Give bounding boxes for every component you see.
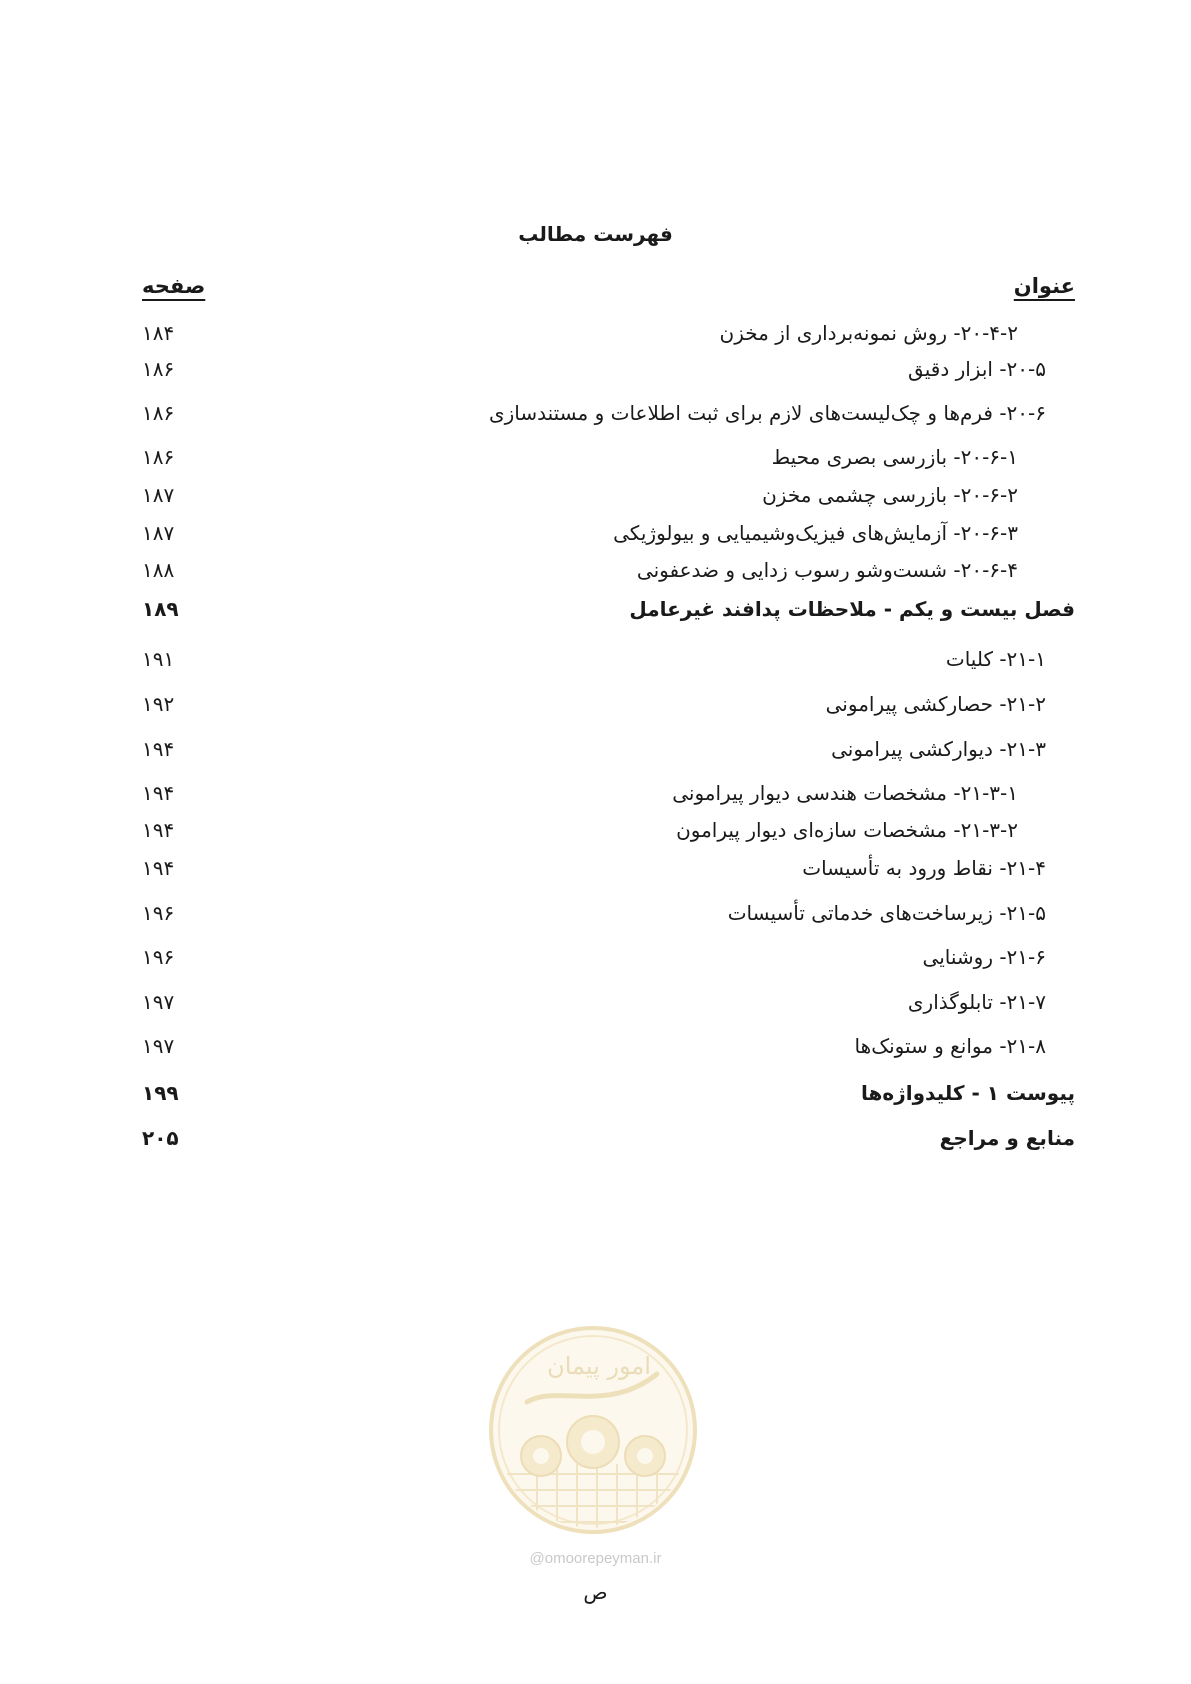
toc-entry	[0, 354, 1191, 386]
toc-entry	[0, 815, 1191, 847]
toc-entry-page: ۱۹۶	[142, 945, 175, 969]
toc-entry-title: ۲۱-۱- کلیات	[945, 647, 1046, 671]
toc-entry-page: ۱۹۷	[142, 1034, 175, 1058]
toc-entry-title: ۲۰-۶-۱- بازرسی بصری محیط	[771, 445, 1018, 469]
toc-entry	[0, 644, 1191, 676]
toc-entry	[0, 318, 1191, 350]
toc-entry	[0, 987, 1191, 1019]
toc-entry-title: ۲۰-۶- فرم‌ها و چک‌لیست‌های لازم برای ثبت اطلاعات و مستندسازی	[488, 401, 1046, 425]
toc-entry-title: پیوست ۱ - کلیدواژه‌ها	[861, 1081, 1075, 1105]
toc-entry-page: ۱۸۷	[142, 483, 175, 507]
toc-entry	[0, 778, 1191, 810]
toc-entry-page: ۱۹۴	[142, 856, 175, 880]
toc-header	[0, 274, 1191, 308]
toc-entry-page: ۱۸۴	[142, 321, 175, 345]
toc-entry-title: ۲۱-۸- موانع و ستونک‌ها	[854, 1034, 1046, 1058]
toc-chapter-entry	[0, 1123, 1191, 1155]
toc-entry-page: ۱۹۷	[142, 990, 175, 1014]
toc-entry	[0, 898, 1191, 930]
toc-entry-page: ۱۹۱	[142, 647, 175, 671]
toc-entry-page: ۱۸۶	[142, 401, 175, 425]
toc-entry-title: ۲۰-۶-۳- آزمایش‌های فیزیک‌وشیمیایی و بیولوژیکی	[613, 521, 1018, 545]
seal-text: امور پیمان	[547, 1352, 651, 1380]
toc-chapter-entry	[0, 1078, 1191, 1110]
toc-entry-title: ۲۱-۷- تابلوگذاری	[907, 990, 1046, 1014]
toc-entry	[0, 689, 1191, 721]
toc-entry-title: ۲۰-۶-۲- بازرسی چشمی مخزن	[762, 483, 1018, 507]
toc-entry-title: ۲۱-۳- دیوارکشی پیرامونی	[831, 737, 1046, 761]
seal-logo-watermark	[487, 1324, 699, 1536]
toc-entry	[0, 518, 1191, 550]
toc-entry-page: ۱۹۲	[142, 692, 175, 716]
toc-entry	[0, 555, 1191, 587]
toc-entry	[0, 1031, 1191, 1063]
toc-entry-page: ۱۸۶	[142, 357, 175, 381]
toc-entry-title: ۲۱-۳-۲- مشخصات سازه‌ای دیوار پیرامون	[676, 818, 1018, 842]
toc-entry	[0, 734, 1191, 766]
toc-entry-title: ۲۰-۶-۴- شست‌وشو رسوب زدایی و ضدعفونی	[636, 558, 1018, 582]
toc-entry-page: ۱۹۴	[142, 781, 175, 805]
toc-entry-page: ۱۸۸	[142, 558, 175, 582]
toc-entry	[0, 853, 1191, 885]
toc-entry	[0, 480, 1191, 512]
toc-entry-page: ۱۹۴	[142, 737, 175, 761]
toc-entry-title: فصل بیست و یکم - ملاحظات پدافند غیرعامل	[629, 597, 1075, 621]
column-page-header: صفحه	[142, 274, 206, 298]
toc-entry-title: ۲۱-۳-۱- مشخصات هندسی دیوار پیرامونی	[672, 781, 1018, 805]
toc-entry-page: ۱۸۶	[142, 445, 175, 469]
toc-entry-page: ۱۸۹	[142, 597, 179, 621]
toc-entry-title: ۲۱-۴- نقاط ورود به تأسیسات	[802, 856, 1046, 880]
toc-entry-title: منابع و مراجع	[939, 1126, 1075, 1150]
toc-entry-page: ۱۹۴	[142, 818, 175, 842]
toc-entry	[0, 942, 1191, 974]
toc-entry-title: ۲۱-۶- روشنایی	[922, 945, 1046, 969]
toc-entry-page: ۱۹۹	[142, 1081, 179, 1105]
toc-entry	[0, 442, 1191, 474]
toc-entry-title: ۲۱-۵- زیرساخت‌های خدماتی تأسیسات	[727, 901, 1046, 925]
toc-entry-page: ۱۸۷	[142, 521, 175, 545]
toc-title: فهرست مطالب	[518, 222, 673, 246]
toc-entry-title: ۲۰-۴-۲- روش نمونه‌برداری از مخزن	[719, 321, 1018, 345]
toc-entry-page: ۲۰۵	[142, 1126, 179, 1150]
column-title-header: عنوان	[1013, 274, 1075, 298]
toc-entry-title: ۲۱-۲- حصارکشی پیرامونی	[825, 692, 1046, 716]
toc-entry	[0, 398, 1191, 430]
watermark-url: @omoorepeyman.ir	[529, 1550, 662, 1567]
toc-chapter-entry	[0, 594, 1191, 626]
toc-entry-title: ۲۰-۵- ابزار دقیق	[908, 357, 1046, 381]
page-number: ص	[583, 1580, 608, 1604]
toc-entry-page: ۱۹۶	[142, 901, 175, 925]
